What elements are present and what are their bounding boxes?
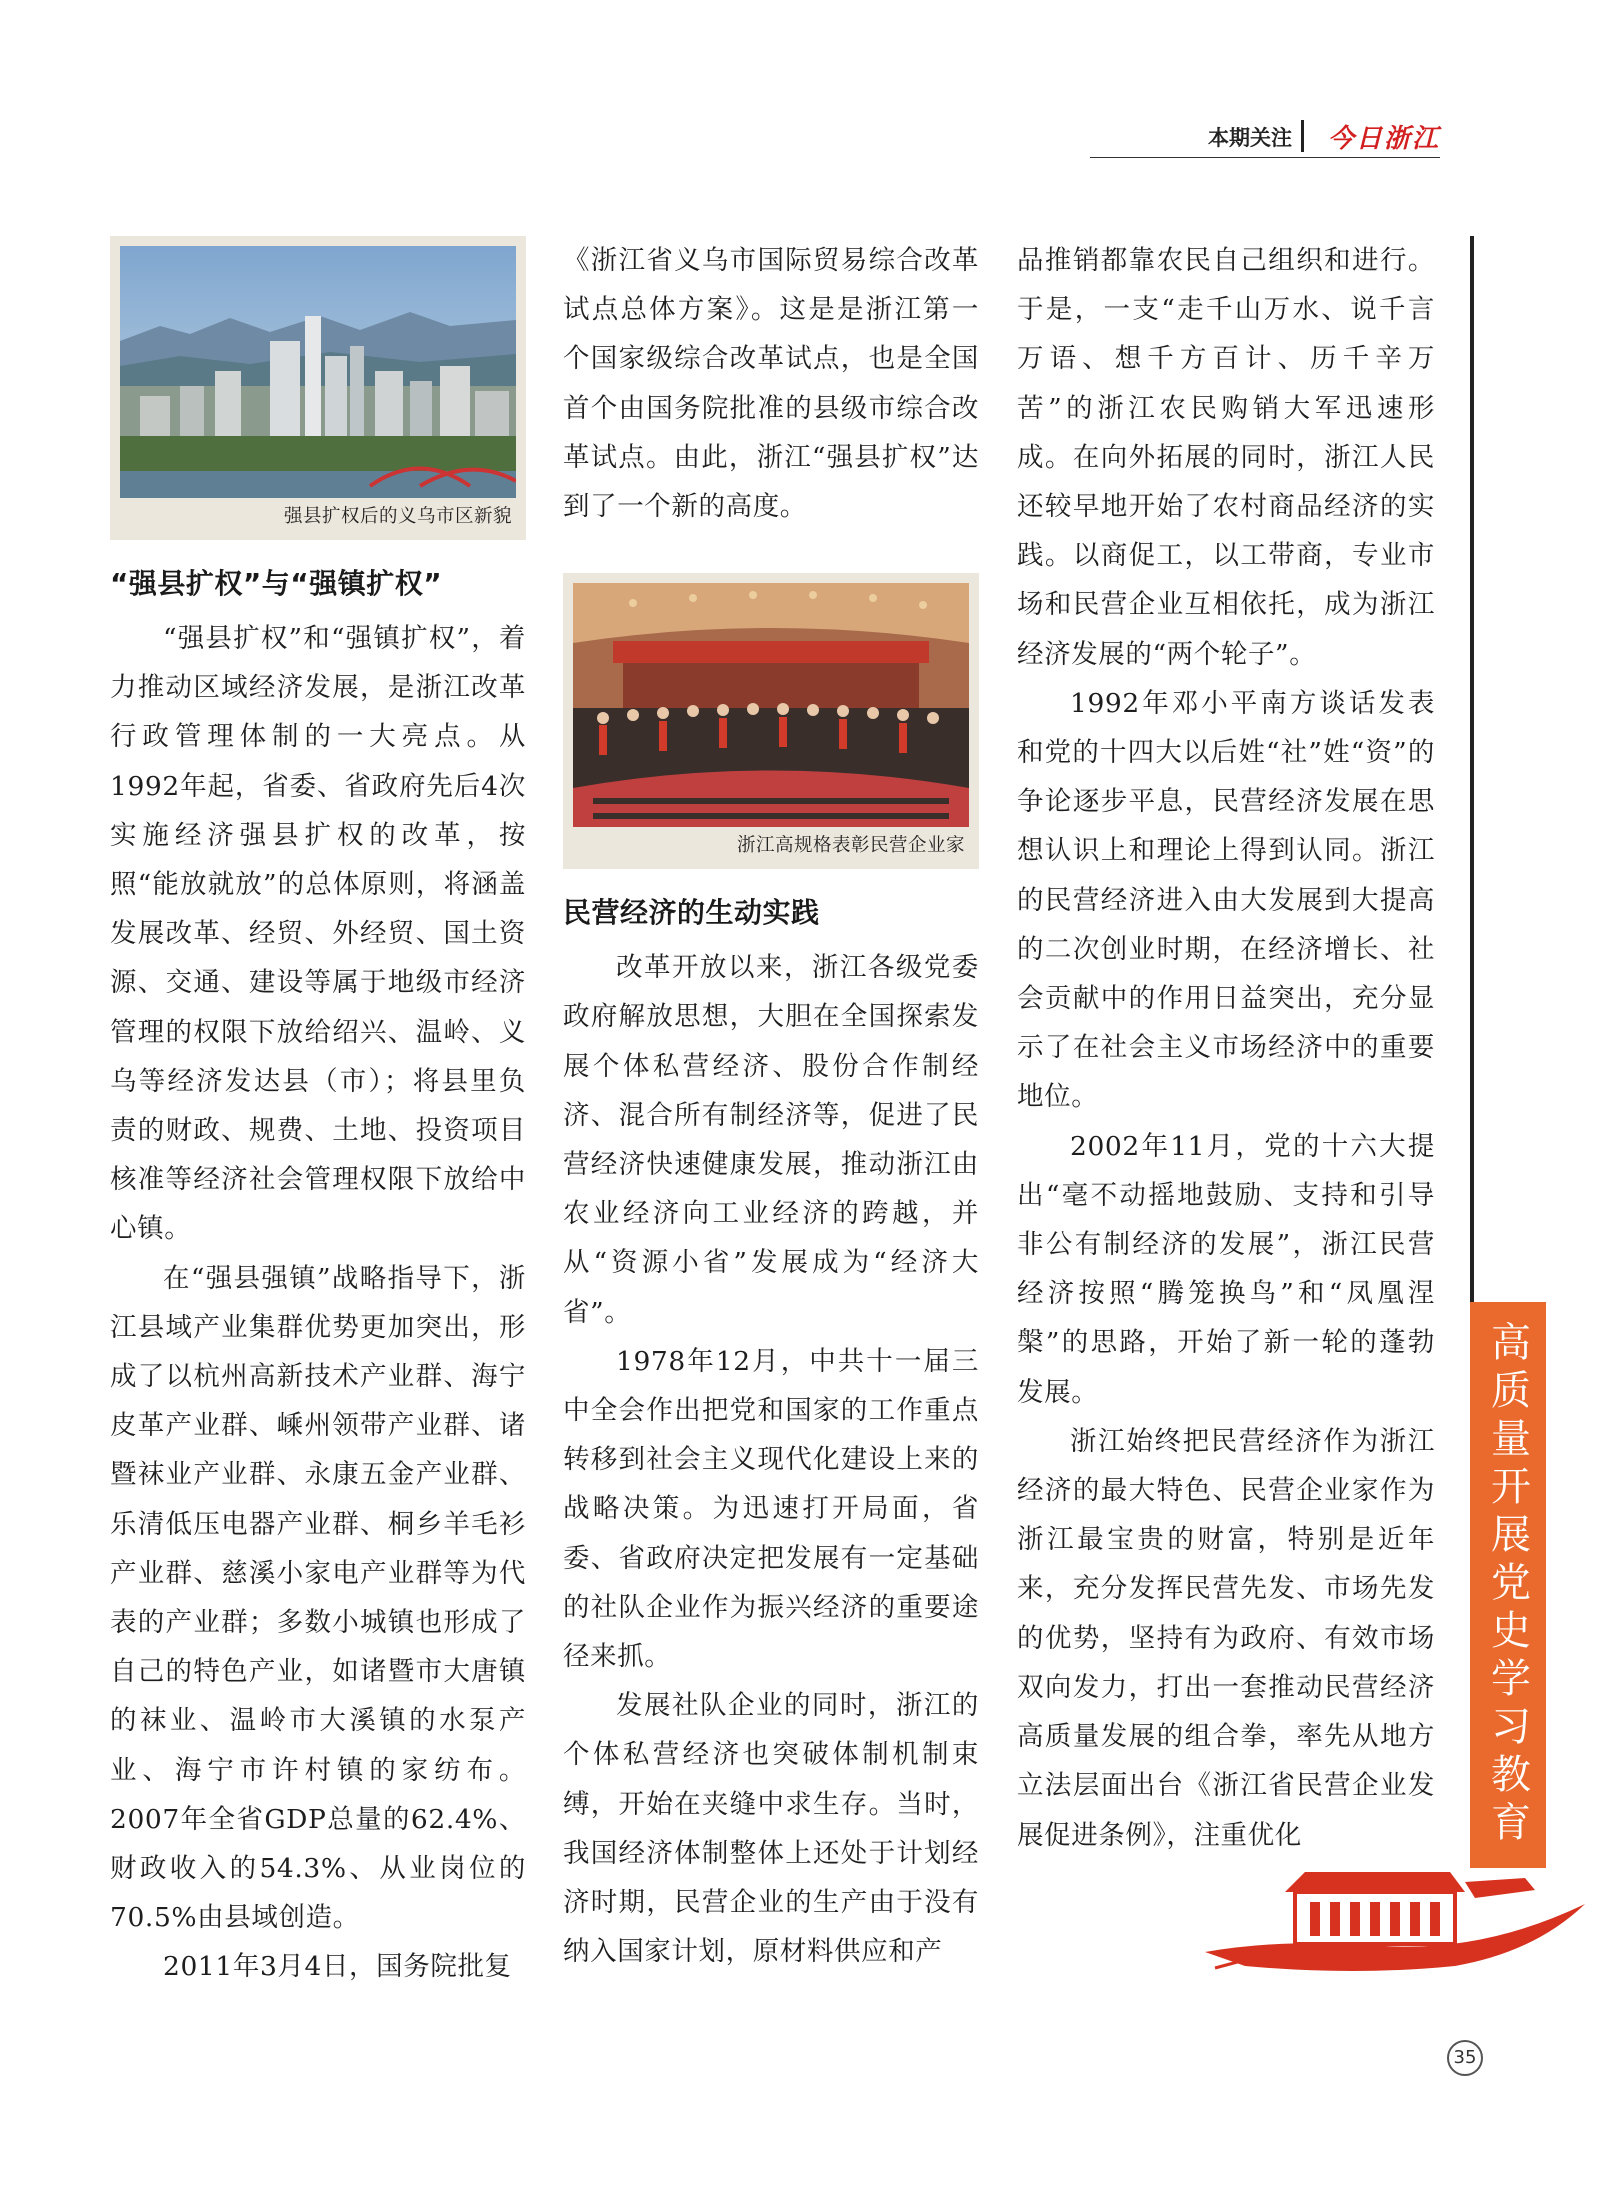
- paragraph: 改革开放以来，浙江各级党委政府解放思想，大胆在全国探索发展个体私营经济、股份合作制经济、混合所有制经济等，促进了民营经济快速健康发展，推动浙江由农业经济向工业经济的跨越，并从“资源小省”发展成为“经济大省”。: [563, 952, 979, 1328]
- column-2: [563, 236, 979, 1976]
- paragraph: 在“强县强镇”战略指导下，浙江县域产业集群优势更加突出，形成了以杭州高新技术产业群、海宁皮革产业群、嵊州领带产业群、诸暨袜业产业群、永康五金产业群、乐清低压电器产业群、桐乡羊毛衫产业群、慈溪小家电产业群等为代表的产业群；多数小城镇也形成了自己的特色产业，如诸暨市大唐镇的袜业、温岭市大溪镇的水泵产业、海宁市许村镇的家纺布。2007年全省GDP总量的62.4%、财政收入的54.3%、从业岗位的70.5%由县域创造。: [110, 1262, 526, 1934]
- column-3: [1017, 236, 1435, 1860]
- section-body: [110, 614, 526, 1992]
- header-rule: [1090, 157, 1440, 158]
- ceremony-hall-photo: [573, 583, 969, 827]
- figure-yiwu-city: [110, 236, 526, 540]
- figure-award-ceremony: [563, 573, 979, 869]
- paragraph: 1992年邓小平南方谈话发表和党的十四大以后姓“社”姓“资”的争论逐步平息，民营经济发展在思想认识上和理论上得到认同。浙江的民营经济进入由大发展到大提高的二次创业时期，在经济增长、社会贡献中的作用日益突出，充分显示了在社会主义市场经济中的重要地位。: [1017, 687, 1435, 1113]
- paragraph: “强县扩权”和“强镇扩权”，着力推动区域经济发展，是浙江改革行政管理体制的一大亮点。从1992年起，省委、省政府先后4次实施经济强县扩权的改革，按照“能放就放”的总体原则，将涵盖发展改革、经贸、外经贸、国土资源、交通、建设等属于地级市经济管理的权限下放给绍兴、温岭、义乌等经济发达县（市）；将县里负责的财政、规费、土地、投资项目核准等经济社会管理权限下放给中心镇。: [110, 623, 526, 1245]
- paragraph: 发展社队企业的同时，浙江的个体私营经济也突破体制机制束缚，开始在夹缝中求生存。当时，我国经济体制整体上还处于计划经济时期，民营企业的生产由于没有纳入国家计划，原材料供应和产: [563, 1690, 979, 1968]
- paragraph: 1978年12月，中共十一届三中全会作出把党和国家的工作重点转移到社会主义现代化建设上来的战略决策。为迅速打开局面，省委、省政府决定把发展有一定基础的社队企业作为振兴经济的重要途径来抓。: [563, 1345, 979, 1673]
- figure-caption: 强县扩权后的义乌市区新貌: [283, 506, 512, 527]
- section-body: [563, 943, 979, 1976]
- sidebar-topic-label: 高质量开展党史学习教育: [1484, 1321, 1531, 1849]
- section-body: [1017, 236, 1435, 1860]
- red-boat-icon: [1205, 1842, 1585, 1972]
- header-divider: [1301, 120, 1304, 152]
- section-body: [563, 236, 979, 531]
- paragraph-continuation: 品推销都靠农民自己组织和进行。于是，一支“走千山万水、说千言万语、想千方百计、历千辛万苦”的浙江农民购销大军迅速形成。在向外拓展的同时，浙江人民还较早地开始了农村商品经济的实践。以商促工，以工带商，专业市场和民营企业互相依托，成为浙江经济发展的“两个轮子”。: [1017, 245, 1435, 670]
- section-heading: 民营经济的生动实践: [563, 896, 820, 930]
- paragraph: 2011年3月4日，国务院批复: [163, 1951, 512, 1983]
- city-skyline-photo: [120, 246, 516, 498]
- column-1: [110, 236, 526, 1992]
- ceremony-hall-image: [573, 583, 969, 827]
- section-heading: “强县扩权”与“强镇扩权”: [110, 567, 443, 600]
- paragraph: 2002年11月，党的十六大提出“毫不动摇地鼓励、支持和引导非公有制经济的发展”，浙江民营经济按照“腾笼换鸟”和“凤凰涅槃”的思路，开始了新一轮的蓬勃发展。: [1017, 1130, 1435, 1408]
- sidebar-topic-tab: [1470, 1302, 1546, 1868]
- page-number: 35: [1447, 2040, 1483, 2076]
- city-skyline-image: [120, 246, 516, 498]
- column-divider-bar: [1470, 236, 1474, 1314]
- page-header: [1090, 118, 1440, 160]
- header-section-label: 本期关注: [1208, 126, 1292, 150]
- paragraph-continuation: 《浙江省义乌市国际贸易综合改革试点总体方案》。这是是浙江第一个国家级综合改革试点，也是全国首个由国务院批准的县级市综合改革试点。由此，浙江“强县扩权”达到了一个新的高度。: [563, 245, 979, 523]
- paragraph: 浙江始终把民营经济作为浙江经济的最大特色、民营企业家作为浙江最宝贵的财富，特别是近年来，充分发挥民营先发、市场先发的优势，坚持有为政府、有效市场双向发力，打出一套推动民营经济高质量发展的组合拳，率先从地方立法层面出台《浙江省民营企业发展促进条例》，注重优化: [1017, 1425, 1435, 1851]
- figure-caption: 浙江高规格表彰民营企业家: [736, 835, 965, 857]
- magazine-brand-logo: 今日浙江: [1327, 124, 1440, 154]
